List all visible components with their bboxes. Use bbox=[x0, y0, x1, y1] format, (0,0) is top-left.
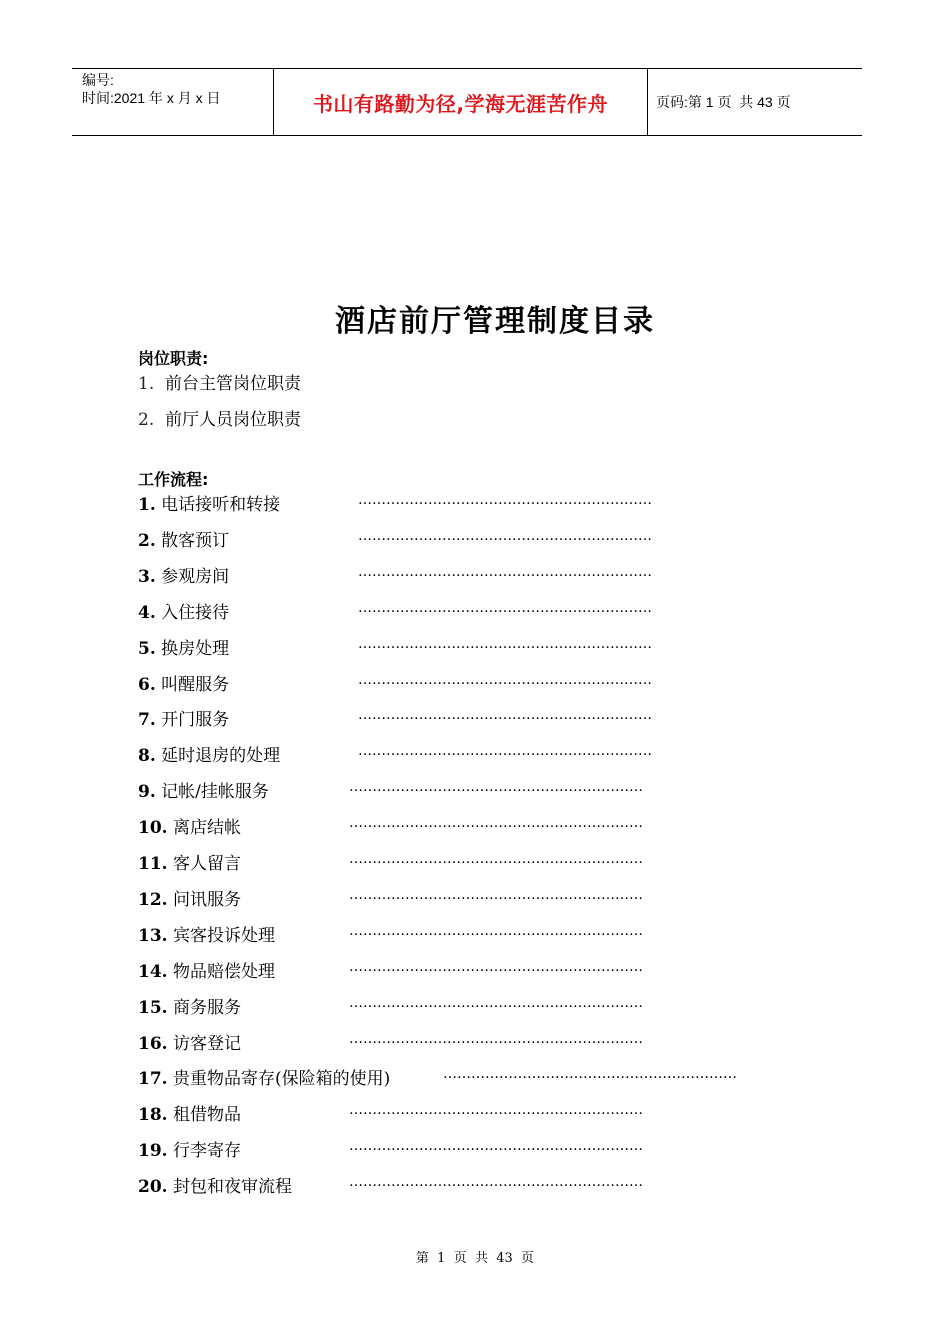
toc-leader: ……………………………………………………… bbox=[349, 779, 643, 796]
motto-text: 书山有路勤为径,学海无涯苦作舟 bbox=[312, 91, 609, 116]
toc-number: 9. bbox=[138, 782, 156, 803]
toc-row bbox=[138, 777, 788, 801]
toc-label: 入住接待 bbox=[161, 602, 230, 623]
duty-item bbox=[138, 369, 301, 394]
toc-label: 参观房间 bbox=[161, 566, 230, 587]
toc-row bbox=[138, 957, 788, 981]
toc-label: 物品赔偿处理 bbox=[172, 961, 275, 982]
toc-row bbox=[138, 634, 788, 658]
toc-label: 散客预订 bbox=[161, 530, 230, 551]
toc-label: 离店结帐 bbox=[172, 818, 241, 839]
toc-leader: ……………………………………………………… bbox=[358, 743, 652, 760]
duty-label: 前台主管岗位职责 bbox=[165, 374, 302, 394]
toc-number: 14. bbox=[138, 961, 168, 982]
toc-row bbox=[138, 526, 788, 550]
duty-number: 2. bbox=[138, 410, 155, 430]
page-footer: 第 1 页 共 43 页 bbox=[415, 1251, 535, 1266]
toc-leader: ……………………………………………………… bbox=[349, 1174, 643, 1191]
toc-row bbox=[138, 562, 788, 586]
toc-row bbox=[138, 849, 788, 873]
toc-row bbox=[138, 741, 788, 765]
toc-leader: ……………………………………………………… bbox=[358, 527, 652, 544]
toc-row bbox=[138, 598, 788, 622]
toc-leader: ……………………………………………………… bbox=[349, 886, 643, 903]
toc-leader: ……………………………………………………… bbox=[349, 815, 643, 832]
toc-label: 换房处理 bbox=[161, 638, 230, 659]
duty-item bbox=[138, 405, 301, 430]
toc-number: 4. bbox=[138, 602, 156, 623]
page-title: 酒店前厅管理制度目录 bbox=[335, 304, 655, 339]
toc-leader: ……………………………………………………… bbox=[358, 635, 652, 652]
toc-label: 记帐/挂帐服务 bbox=[161, 782, 269, 803]
toc-number: 10. bbox=[138, 818, 168, 839]
toc-number: 18. bbox=[138, 1105, 168, 1126]
toc-row bbox=[138, 1100, 788, 1124]
toc-label: 租借物品 bbox=[172, 1105, 241, 1126]
toc-label: 延时退房的处理 bbox=[161, 746, 281, 767]
toc-leader: ……………………………………………………… bbox=[358, 563, 652, 580]
toc-number: 11. bbox=[138, 854, 168, 874]
toc-number: 1. bbox=[138, 495, 156, 515]
toc-leader: ……………………………………………………… bbox=[358, 707, 652, 724]
toc-label: 贵重物品寄存(保险箱的使用) bbox=[172, 1069, 391, 1090]
toc-number: 3. bbox=[138, 566, 156, 587]
toc-row bbox=[138, 1136, 788, 1160]
toc-row bbox=[138, 1064, 788, 1088]
toc-label: 封包和夜审流程 bbox=[172, 1177, 292, 1198]
toc-leader: ……………………………………………………… bbox=[358, 492, 652, 508]
number-label: 编号: bbox=[82, 72, 114, 88]
toc-row bbox=[138, 921, 788, 945]
toc-row bbox=[138, 1029, 788, 1053]
toc-label: 问讯服务 bbox=[172, 889, 241, 910]
page-info-text: 页码:第 1 页 共 43 页 bbox=[656, 94, 791, 110]
workflow-heading: 工作流程: bbox=[138, 470, 209, 489]
toc-label: 宾客投诉处理 bbox=[172, 925, 275, 946]
toc-label: 访客登记 bbox=[172, 1033, 241, 1054]
toc-number: 7. bbox=[138, 710, 156, 731]
header-page-info bbox=[648, 69, 862, 135]
toc-leader: ……………………………………………………… bbox=[349, 922, 643, 939]
toc-row bbox=[138, 993, 788, 1017]
header-motto bbox=[274, 69, 648, 135]
toc-leader: ……………………………………………………… bbox=[349, 958, 643, 975]
toc-label: 客人留言 bbox=[172, 854, 241, 874]
toc-number: 17. bbox=[138, 1069, 168, 1090]
header-meta bbox=[72, 69, 274, 135]
toc-number: 5. bbox=[138, 638, 156, 659]
toc-number: 2. bbox=[138, 530, 156, 551]
toc-row bbox=[138, 670, 788, 694]
toc-number: 12. bbox=[138, 889, 168, 910]
toc-leader: ……………………………………………………… bbox=[349, 851, 643, 867]
document-header bbox=[72, 68, 862, 136]
toc-row bbox=[138, 705, 788, 729]
toc-number: 20. bbox=[138, 1177, 168, 1198]
toc-number: 8. bbox=[138, 746, 156, 767]
toc-number: 19. bbox=[138, 1141, 168, 1162]
duty-number: 1. bbox=[138, 374, 155, 394]
toc-label: 电话接听和转接 bbox=[161, 495, 281, 515]
toc-row bbox=[138, 1172, 788, 1196]
toc-leader: ……………………………………………………… bbox=[349, 1138, 643, 1155]
toc-leader: ……………………………………………………… bbox=[349, 1030, 643, 1047]
toc-label: 开门服务 bbox=[161, 710, 230, 731]
duties-heading: 岗位职责: bbox=[138, 349, 209, 368]
toc-number: 16. bbox=[138, 1033, 168, 1054]
toc-number: 15. bbox=[138, 997, 168, 1018]
toc-leader: ……………………………………………………… bbox=[358, 671, 652, 688]
duty-label: 前厅人员岗位职责 bbox=[165, 410, 302, 430]
toc-row bbox=[138, 813, 788, 837]
toc-label: 商务服务 bbox=[172, 997, 241, 1018]
toc-label: 叫醒服务 bbox=[161, 674, 230, 695]
toc-number: 13. bbox=[138, 925, 168, 946]
toc-leader: ……………………………………………………… bbox=[349, 1102, 643, 1119]
time-label: 时间:2021 年 x 月 x 日 bbox=[82, 90, 221, 106]
toc-leader: ……………………………………………………… bbox=[443, 1066, 737, 1083]
toc-number: 6. bbox=[138, 674, 156, 695]
toc-leader: ……………………………………………………… bbox=[349, 994, 643, 1011]
toc-label: 行李寄存 bbox=[172, 1141, 241, 1162]
toc-row bbox=[138, 490, 788, 514]
toc-row bbox=[138, 885, 788, 909]
toc-leader: ……………………………………………………… bbox=[358, 599, 652, 616]
